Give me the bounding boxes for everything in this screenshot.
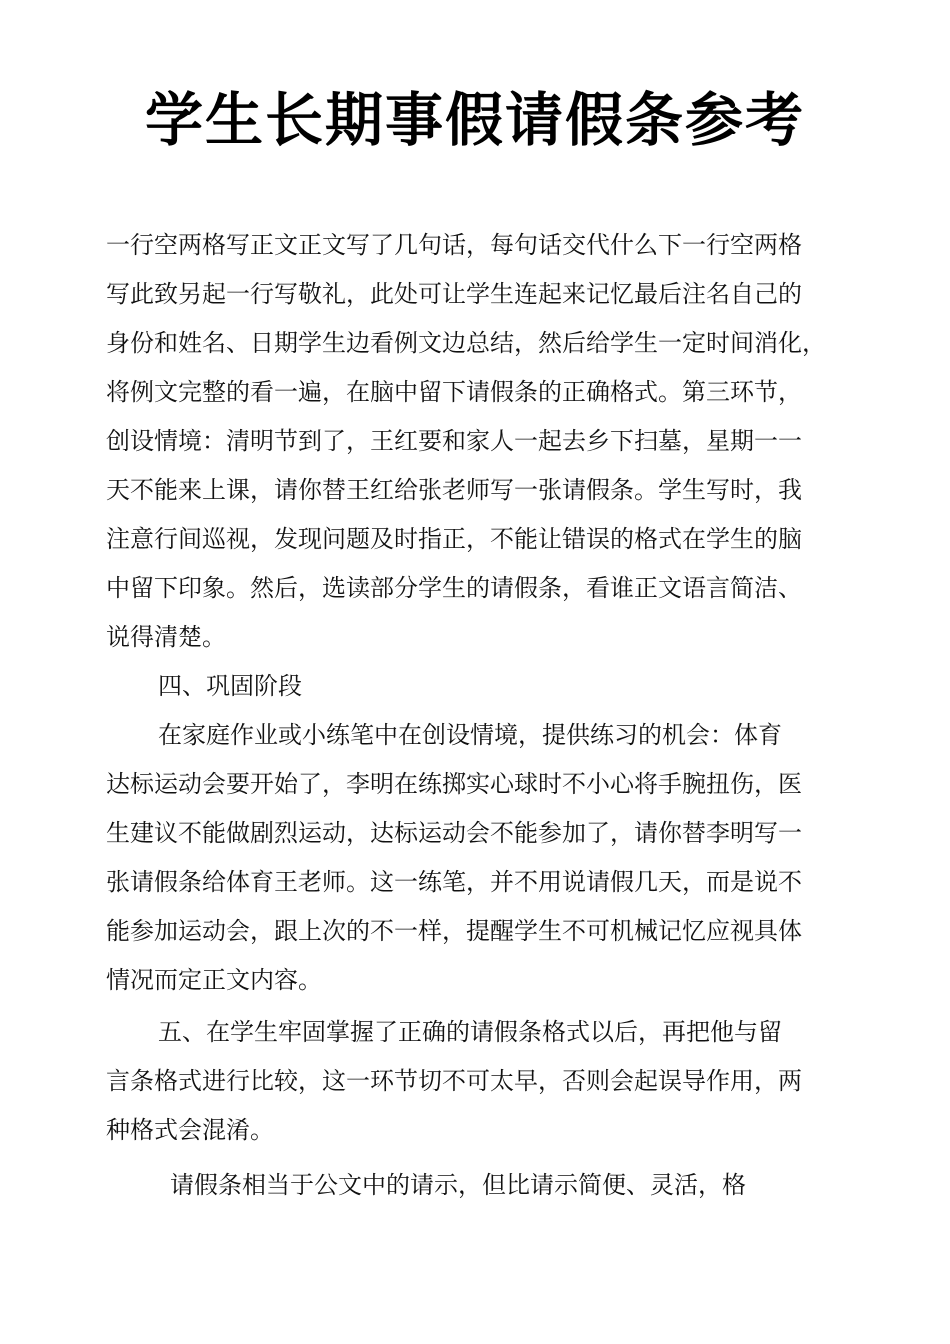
- text-line: 言条格式进行比较，这一环节切不可太早，否则会起误导作用，两: [106, 1067, 802, 1095]
- text-line: 在家庭作业或小练笔中在创设情境，提供练习的机会：体育: [158, 721, 782, 749]
- text-line: 一行空两格写正文正文写了几句话，每句话交代什么下一行空两格: [106, 231, 802, 259]
- text-line: 天不能来上课，请你替王红给张老师写一张请假条。学生写时，我: [106, 476, 802, 504]
- text-line: 注意行间巡视，发现问题及时指正，不能让错误的格式在学生的脑: [106, 525, 802, 553]
- text-line: 生建议不能做剧烈运动，达标运动会不能参加了，请你替李明写一: [106, 819, 802, 847]
- text-line: 请假条相当于公文中的请示，但比请示简便、灵活，格: [170, 1171, 746, 1199]
- section-heading: 四、巩固阶段: [158, 672, 302, 700]
- text-line: 中留下印象。然后，选读部分学生的请假条，看谁正文语言简洁、: [106, 574, 802, 602]
- text-line: 创设情境：清明节到了，王红要和家人一起去乡下扫墓，星期一一: [106, 427, 802, 455]
- text-line: 五、在学生牢固掌握了正确的请假条格式以后，再把他与留: [158, 1018, 782, 1046]
- page-title: 学生长期事假请假条参考: [144, 86, 805, 154]
- text-line: 达标运动会要开始了，李明在练掷实心球时不小心将手腕扭伤，医: [106, 770, 802, 798]
- text-line: 将例文完整的看一遍，在脑中留下请假条的正确格式。第三环节，: [106, 378, 802, 406]
- text-line: 种格式会混淆。: [106, 1116, 274, 1144]
- text-line: 说得清楚。: [106, 623, 226, 651]
- text-line: 张请假条给体育王老师。这一练笔，并不用说请假几天，而是说不: [106, 868, 802, 896]
- text-line: 身份和姓名、日期学生边看例文边总结，然后给学生一定时间消化，: [106, 329, 826, 357]
- text-line: 情况而定正文内容。: [106, 966, 322, 994]
- text-line: 能参加运动会，跟上次的不一样，提醒学生不可机械记忆应视具体: [106, 917, 802, 945]
- text-line: 写此致另起一行写敬礼，此处可让学生连起来记忆最后注名自己的: [106, 280, 802, 308]
